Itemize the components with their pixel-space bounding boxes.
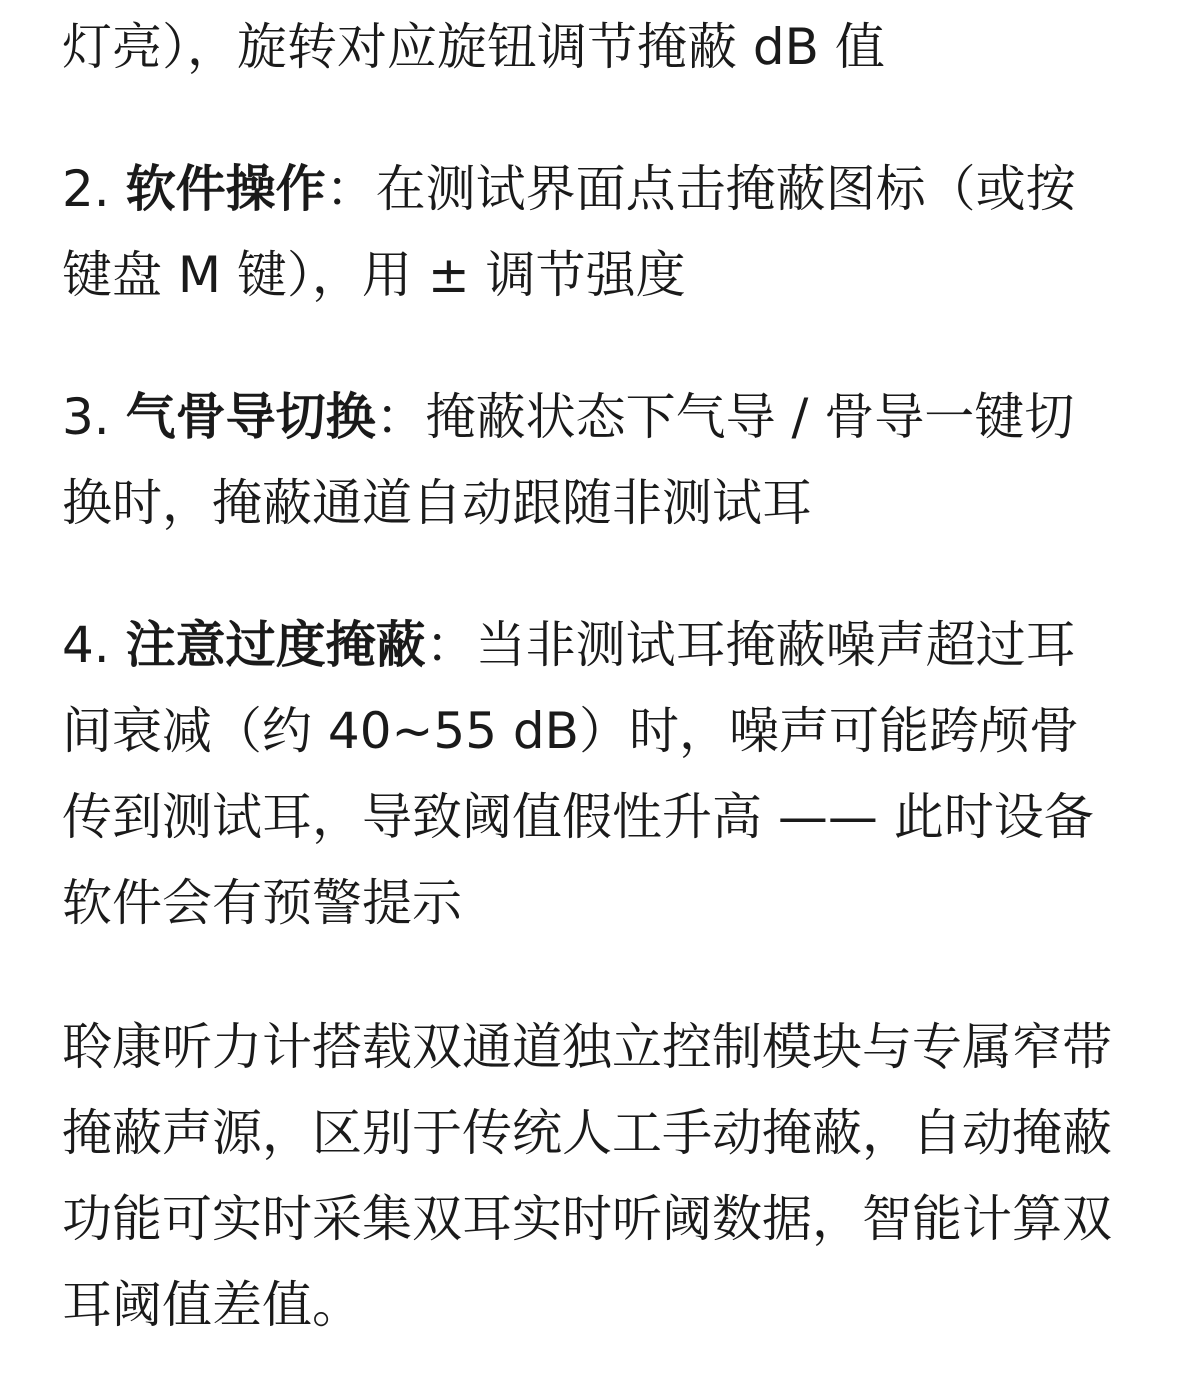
intro-tail-text: 灯亮），旋转对应旋钮调节掩蔽 dB 值 — [62, 18, 885, 76]
article-body — [62, 0, 1122, 1348]
intro-tail-paragraph — [62, 4, 1122, 90]
summary-text: 聆康听力计搭载双通道独立控制模块与专属窄带掩蔽声源，区别于传统人工手动掩蔽，自动掩蔽功能可实时采集双耳实时听阈数据，智能计算双耳阈值差值。 — [62, 1018, 1112, 1334]
list-item-colon: ： — [425, 616, 476, 674]
list-item-number: 3. — [62, 388, 110, 446]
summary-paragraph — [62, 1004, 1122, 1348]
list-item-text: 当非测试耳掩蔽噪声超过耳间衰减（约 40~55 dB）时，噪声可能跨颅骨传到测试耳，导致阈值假性升高 —— 此时设备软件会有预警提示 — [62, 616, 1094, 932]
list-item-title: 软件操作 — [125, 160, 326, 218]
list-item-title: 注意过度掩蔽 — [125, 616, 426, 674]
list-item-colon: ： — [325, 160, 376, 218]
list-item-number: 4. — [62, 616, 110, 674]
list-item-text: 掩蔽状态下气导 / 骨导一键切换时，掩蔽通道自动跟随非测试耳 — [62, 388, 1075, 532]
list-item-air-bone-switch — [62, 374, 1122, 546]
list-item-colon: ： — [375, 388, 426, 446]
list-item-overmasking-warning — [62, 602, 1122, 946]
list-item-text: 在测试界面点击掩蔽图标（或按键盘 M 键），用 ± 调节强度 — [62, 160, 1076, 304]
list-item-number: 2. — [62, 160, 110, 218]
list-item-title: 气骨导切换 — [125, 388, 376, 446]
list-item-software-operation — [62, 146, 1122, 318]
